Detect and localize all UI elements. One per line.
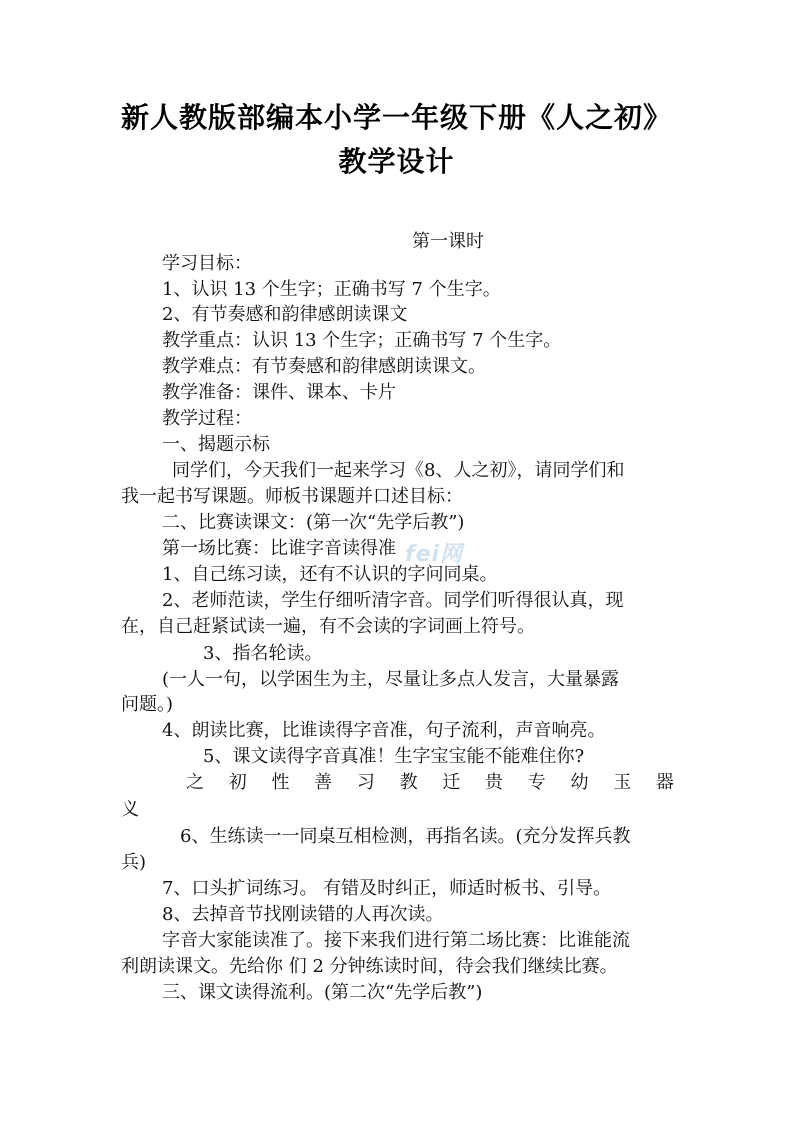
teaching-key-points: 教学重点：认识 13 个生字；正确书写 7 个生字。: [162, 330, 562, 351]
section-2-heading: 二、比赛读课文：(第一次“先学后教”): [162, 512, 465, 533]
paragraph-line: 我一起书写课题。师板书课题并口述目标：: [121, 486, 463, 507]
section-1-heading: 一、揭题示标: [162, 434, 270, 455]
new-character: 初: [228, 772, 247, 793]
lesson-period-heading: 第一课时: [412, 231, 484, 252]
teaching-preparation: 教学准备：课件、课本、卡片: [162, 382, 396, 403]
paragraph-line: 在，自己赶紧试读一遍，有不会读的字词画上符号。: [121, 616, 535, 637]
new-character: 玉: [613, 772, 632, 793]
new-character: 贵: [485, 772, 504, 793]
new-character: 之: [186, 772, 204, 793]
step-5: 5、课文读得字音真准！生字宝宝能不能难住你?: [203, 746, 585, 767]
step-7: 7、口头扩词练习。 有错及时纠正，师适时板书、引导。: [162, 878, 612, 899]
new-character: 器: [655, 772, 674, 793]
contest-1-heading: 第一场比赛：比谁字音读得准: [162, 538, 396, 559]
new-character: 性: [271, 772, 290, 793]
new-character: 习: [356, 772, 375, 793]
new-character: 专: [527, 772, 546, 793]
paragraph-line: 字音大家能读准了。接下来我们进行第二场比赛：比谁能流: [162, 930, 630, 951]
step-8: 8、去掉音节找刚读错的人再次读。: [162, 904, 444, 925]
step-3: 3、指名轮读。: [203, 643, 323, 664]
new-character: 善: [314, 772, 333, 793]
step-6: 6、生练读一一同桌互相检测，再指名读。(充分发挥兵教: [180, 826, 631, 847]
step-1: 1、自己练习读，还有不认识的字问同桌。: [162, 564, 498, 585]
paragraph-line: 利朗读课文。先给你 们 2 分钟练读时间，待会我们继续比赛。: [121, 956, 618, 977]
new-character: 教: [399, 772, 418, 793]
document-title: 新人教版部编本小学一年级下册《人之初》: [120, 101, 672, 134]
step-2: 2、老师范读，学生仔细听清字音。同学们听得很认真，现: [162, 590, 624, 611]
teaching-process-heading: 教学过程：: [162, 408, 252, 429]
paragraph-line: 问题。): [121, 694, 174, 715]
paragraph-line: 兵): [121, 852, 147, 873]
objective-2: 2、有节奏感和韵律感朗读课文: [162, 304, 408, 325]
document-title-line2: 教学设计: [338, 145, 455, 178]
step-4: 4、朗读比赛，比谁读得字音准，句子流利，声音响亮。: [162, 720, 606, 741]
new-character: 幼: [570, 772, 589, 793]
new-characters-list: [186, 770, 674, 796]
teaching-difficulties: 教学难点：有节奏感和韵律感朗读课文。: [162, 356, 486, 377]
objective-1: 1、认识 13 个生字；正确书写 7 个生字。: [162, 279, 501, 300]
section-3-heading: 三、课文读得流利。(第二次“先学后教”): [162, 982, 483, 1003]
paragraph-line: (一人一句，以学困生为主，尽量让多点人发言，大量暴露: [162, 669, 620, 690]
new-character: 迁: [442, 772, 461, 793]
learning-objectives-heading: 学习目标：: [162, 253, 252, 274]
paragraph-line: 义: [121, 799, 139, 820]
watermark-logo: fei网: [405, 542, 464, 567]
paragraph-line: 同学们，今天我们一起来学习《8、人之初》，请同学们和: [172, 460, 625, 481]
